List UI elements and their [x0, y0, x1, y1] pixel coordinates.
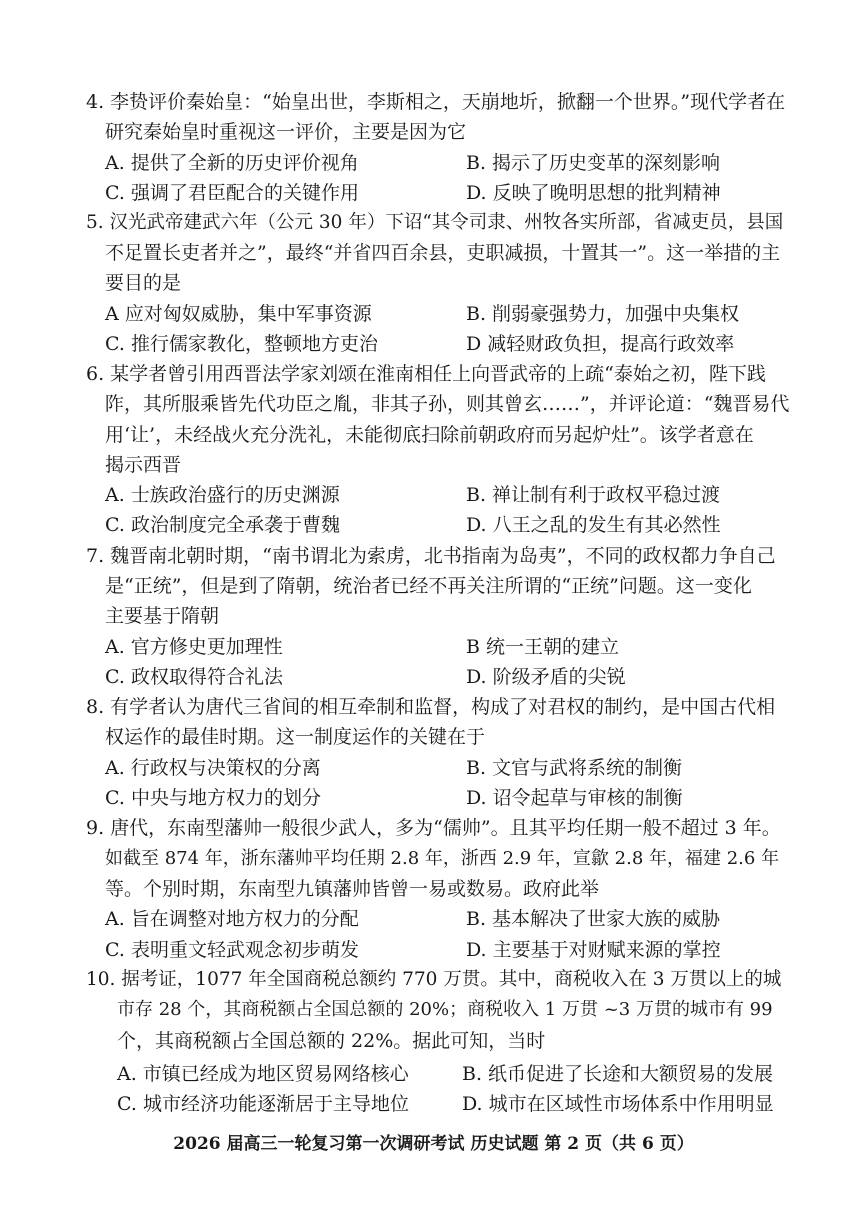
option-d: D 减轻财政负担，提高行政效率: [466, 333, 735, 355]
option-b: B 统一王朝的建立: [466, 636, 620, 658]
option-c: C. 强调了君臣配合的关键作用: [105, 182, 359, 204]
option-c: C. 政治制度完全承袭于曹魏: [105, 514, 340, 536]
option-a: A 应对匈奴威胁，集中军事资源: [105, 303, 372, 325]
question-stem-line: 如截至 874 年，浙东藩帅平均任期 2.8 年，浙西 2.9 年，宣歙 2.8 年，福建 2.6 年: [105, 848, 780, 869]
question-stem-line: 用‘让’，未经战火充分洗礼，未能彻底扫除前朝政府而另起炉灶”。该学者意在: [105, 424, 754, 446]
question-stem-line: 个，其商税额占全国总额的 22%。据此可知，当时: [117, 1030, 546, 1052]
question-stem-line: 市存 28 个，其商税额占全国总额的 20%；商税收入 1 万贯 ~3 万贯的城市有 99: [117, 999, 773, 1020]
option-c: C. 推行儒家教化，整顿地方吏治: [105, 333, 378, 355]
question-stem-line: 研究秦始皇时重视这一评价，主要是因为它: [105, 121, 467, 143]
option-b: B. 文官与武将系统的制衡: [466, 757, 683, 779]
option-b: B. 禅让制有利于政权平稳过渡: [466, 484, 721, 506]
question-stem-line: 6. 某学者曾引用西晋法学家刘颂在淮南相任上向晋武帝的上疏“泰始之初，陛下践: [86, 363, 766, 385]
option-c: C. 中央与地方权力的划分: [105, 787, 321, 809]
question-stem-line: 权运作的最佳时期。这一制度运作的关键在于: [105, 726, 486, 748]
question-stem-line: 阼，其所服乘皆先代功臣之胤，非其子孙，则其曾玄……”，并评论道：“魏晋易代: [105, 393, 790, 415]
option-a: A. 士族政治盛行的历史渊源: [105, 484, 340, 506]
option-a: A. 旨在调整对地方权力的分配: [105, 908, 359, 930]
question-stem-line: 8. 有学者认为唐代三省间的相互牵制和监督，构成了对君权的制约，是中国古代相: [86, 696, 776, 718]
question-stem-line: 不足置长吏者并之”，最终“并省四百余县，吏职减损，十置其一”。这一举措的主: [105, 242, 781, 264]
option-a: A. 行政权与决策权的分离: [105, 757, 321, 779]
option-b: B. 削弱豪强势力，加强中央集权: [466, 303, 740, 325]
option-d: D. 阶级矛盾的尖锐: [466, 666, 626, 688]
option-b: B. 揭示了历史变革的深刻影响: [466, 152, 721, 174]
option-a: A. 提供了全新的历史评价视角: [105, 152, 359, 174]
option-a: A. 官方修史更加理性: [105, 636, 283, 658]
option-d: D. 主要基于对财赋来源的掌控: [466, 939, 721, 961]
option-d: D. 反映了晚明思想的批判精神: [466, 182, 721, 204]
question-stem-line: 主要基于隋朝: [105, 605, 220, 627]
question-stem-line: 5. 汉光武帝建武六年（公元 30 年）下诏“其令司隶、州牧各实所部，省减吏员，县国: [86, 212, 784, 233]
question-stem-line: 是“正统”，但是到了隋朝，统治者已经不再关注所谓的“正统”问题。这一变化: [105, 575, 752, 597]
question-stem-line: 10. 据考证，1077 年全国商税总额约 770 万贯。其中，商税收入在 3 万贯以上的城: [86, 969, 782, 990]
option-a: A. 市镇已经成为地区贸易网络核心: [117, 1063, 409, 1085]
option-d: D. 城市在区域性市场体系中作用明显: [462, 1093, 774, 1115]
question-stem-line: 7. 魏晋南北朝时期，“南书谓北为索虏，北书指南为岛夷”，不同的政权都力争自己: [86, 545, 776, 567]
option-b: B. 纸币促进了长途和大额贸易的发展: [462, 1063, 774, 1085]
option-c: C. 政权取得符合礼法: [105, 666, 283, 688]
question-stem-line: 揭示西晋: [105, 454, 182, 476]
option-c: C. 城市经济功能逐渐居于主导地位: [117, 1093, 409, 1115]
option-d: D. 八王之乱的发生有其必然性: [466, 514, 721, 536]
question-stem-line: 9. 唐代，东南型藩帅一般很少武人，多为“儒帅”。且其平均任期一般不超过 3 年。: [86, 817, 781, 839]
option-c: C. 表明重文轻武观念初步萌发: [105, 939, 359, 961]
option-d: D. 诏令起草与审核的制衡: [466, 787, 683, 809]
page-footer: 2026 届高三一轮复习第一次调研考试 历史试题 第 2 页（共 6 页）: [173, 1134, 694, 1154]
option-b: B. 基本解决了世家大族的威胁: [466, 908, 721, 930]
question-stem-line: 4. 李贽评价秦始皇：“始皇出世，李斯相之，天崩地圻，掀翻一个世界。”现代学者在: [86, 91, 786, 113]
question-stem-line: 等。个别时期，东南型九镇藩帅皆曾一易或数易。政府此举: [105, 878, 600, 900]
question-stem-line: 要目的是: [105, 272, 182, 294]
